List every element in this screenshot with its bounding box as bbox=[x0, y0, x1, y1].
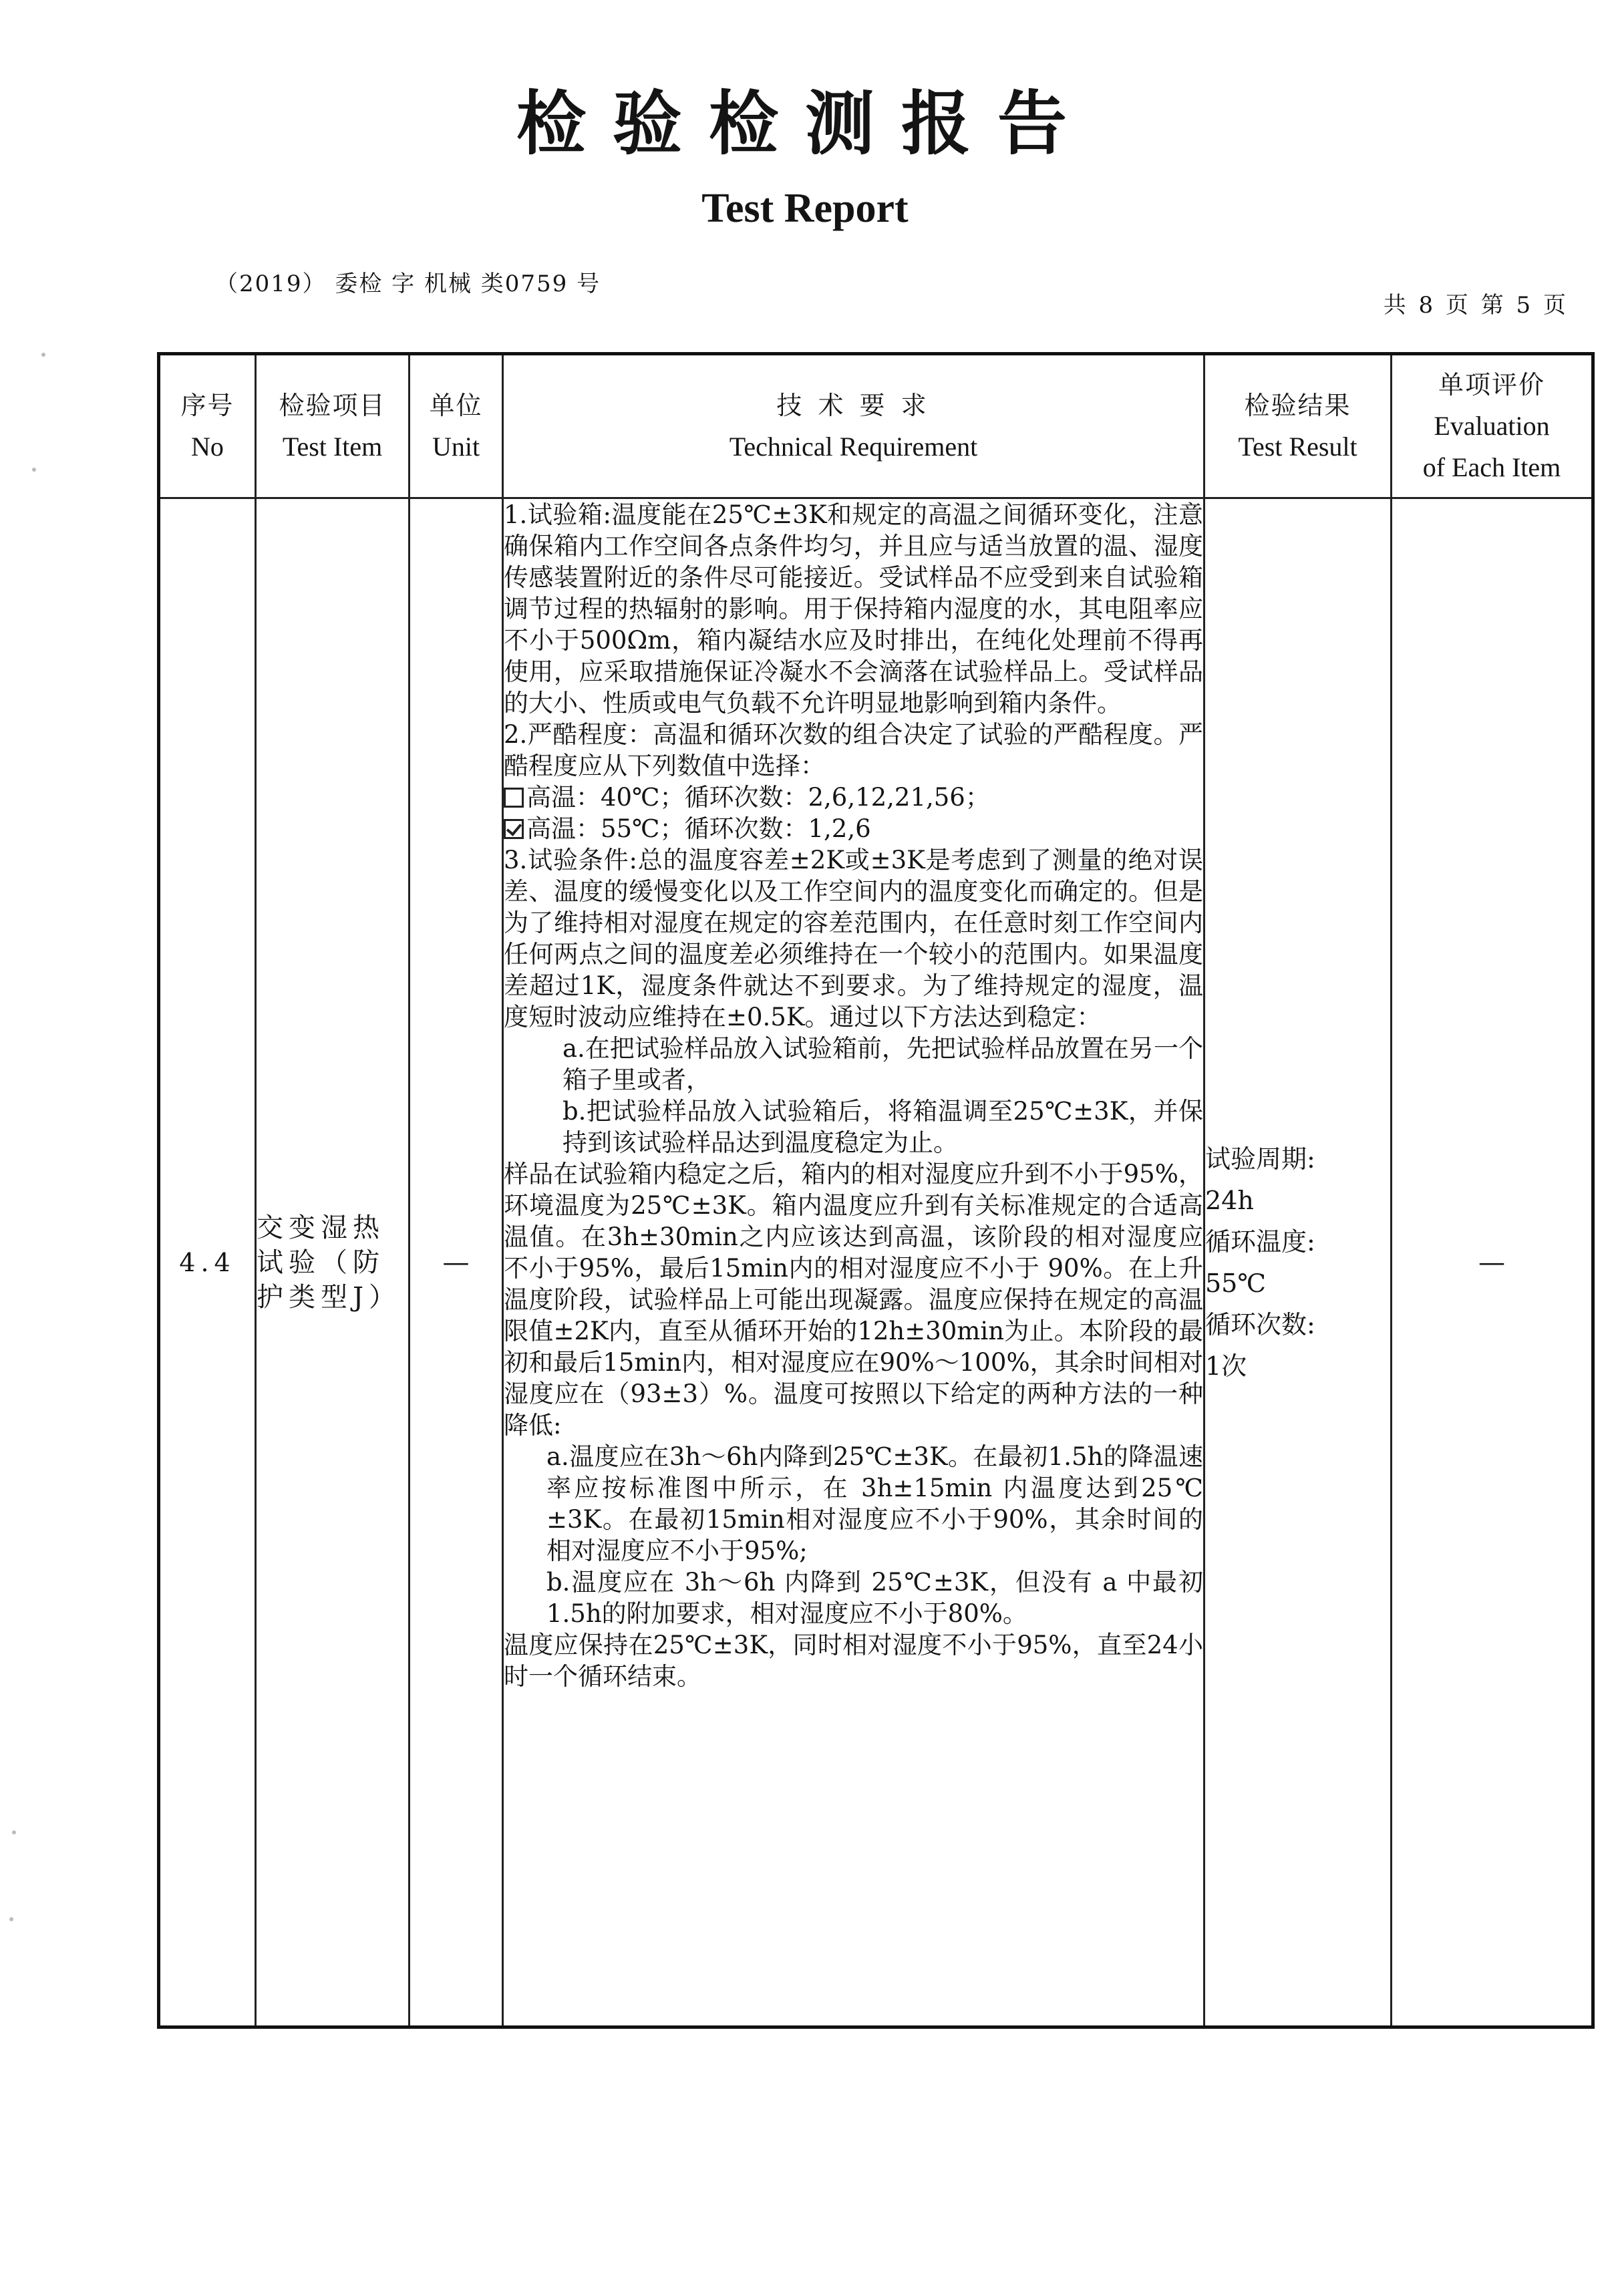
result-line: 循环次数: bbox=[1205, 1309, 1315, 1339]
report-title-cn: 检验检测报告 bbox=[516, 82, 1094, 164]
requirement-paragraph: 2.严酷程度：高温和循环次数的组合决定了试验的严酷程度。严酷程度应从下列数值中选择： bbox=[504, 720, 1203, 780]
requirement-paragraph: 1.试验箱:温度能在25℃±3K和规定的高温之间循环变化，注意确保箱内工作空间各点条件均匀，并且应与适当放置的温、湿度传感装置附近的条件尽可能接近。受试样品不应受到来自试验箱调节过程的热辐射的影响。用于保持箱内湿度的水，其电阻率应不小于500Ωm，箱内凝结水应及时排出，在纯化处理前不得再使用，应采取措施保证冷凝水不会滴落在试验样品上。受试样品的大小、性质或电气负载不允许明显地影响到箱内条件。 bbox=[504, 500, 1203, 717]
requirement-paragraph: 3.试验条件:总的温度容差±2K或±3K是考虑到了测量的绝对误差、温度的缓慢变化以及工作空间内的温度变化而确定的。但是为了维持相对湿度在规定的容差范围内，在任意时刻工作空间内任何两点之间的温度差必须维持在一个较小的范围内。如果温度差超过1K，湿度条件就达不到要求。为了维持规定的湿度，温度短时波动应维持在±0.5K。通过以下方法达到稳定： bbox=[504, 846, 1203, 1031]
requirement-subitem: b.把试验样品放入试验箱后，将箱温调至25℃±3K，并保持到该试验样品达到温度稳定为止。 bbox=[562, 1097, 1203, 1157]
scan-speck bbox=[32, 468, 36, 472]
col-header-evaluation: 单项评价 Evaluation of Each Item bbox=[1392, 354, 1593, 498]
severity-option: 高温：40℃；循环次数：2,6,12,21,56； bbox=[504, 782, 1203, 813]
page-indicator: 共 8 页 第 5 页 bbox=[1383, 292, 1569, 319]
table-header-row bbox=[159, 354, 1593, 498]
result-line: 试验周期: bbox=[1205, 1144, 1315, 1174]
requirement-paragraph: 温度应保持在25℃±3K，同时相对湿度不小于95%，直至24小时一个循环结束。 bbox=[504, 1631, 1203, 1691]
evaluation-cell: — bbox=[1392, 498, 1593, 2027]
scan-speck bbox=[9, 1917, 13, 1921]
col-header-test-item: 检验项目 Test Item bbox=[256, 354, 410, 498]
requirement-paragraph: 样品在试验箱内稳定之后，箱内的相对湿度应升到不小于95%，环境温度为25℃±3K。箱内温度应升到有关标准规定的合适高温值。在3h±30min之内应该达到高温，该阶段的相对湿度应不小于95%，最后15min内的相对湿度应不小于 90%。在上升温度阶段，试验样品上可能出现凝露。温度应保持在规定的高温限值±2K内，直至从循环开始的12h±30min为止。本阶段的最初和最后15min内，相对湿度应在90%～100%，其余时间相对湿度应在（93±3）%。温度可按照以下给定的两种方法的一种降低: bbox=[504, 1160, 1203, 1440]
col-header-test-result: 检验结果 Test Result bbox=[1204, 354, 1392, 498]
checked-box-icon bbox=[504, 819, 524, 839]
result-line: 1次 bbox=[1205, 1351, 1247, 1381]
result-line: 循环温度: bbox=[1205, 1226, 1315, 1257]
col-header-technical-requirement: 技 术 要 求 Technical Requirement bbox=[503, 354, 1204, 498]
result-line: 24h bbox=[1205, 1185, 1254, 1215]
report-number: （2019） 委检 字 机械 类0759 号 bbox=[215, 271, 601, 297]
scan-speck bbox=[12, 1830, 16, 1834]
test-result-cell bbox=[1204, 498, 1392, 2027]
unchecked-box-icon bbox=[504, 788, 524, 808]
unit-cell: — bbox=[410, 498, 503, 2027]
col-header-unit: 单位 Unit bbox=[410, 354, 503, 498]
col-header-no: 序号 No bbox=[159, 354, 256, 498]
requirement-subitem: b.温度应在 3h～6h 内降到 25℃±3K，但没有 a 中最初1.5h的附加要求，相对湿度应不小于80%。 bbox=[546, 1568, 1203, 1628]
report-title-en: Test Report bbox=[701, 186, 909, 231]
scan-speck bbox=[41, 353, 45, 357]
test-item-name: 交变湿热试验（防护类型J） bbox=[257, 1212, 401, 1313]
table-row bbox=[159, 498, 1593, 2027]
requirement-subitem: a.温度应在3h～6h内降到25℃±3K。在最初1.5h的降温速率应按标准图中所示，在 3h±15min 内温度达到25℃±3K。在最初15min相对湿度应不小于90%，其余时间的相对湿度应不小于95%; bbox=[546, 1442, 1203, 1565]
row-number: 4.4 bbox=[159, 498, 256, 2027]
severity-option: 高温：55℃；循环次数：1,2,6 bbox=[504, 813, 1203, 844]
requirement-subitem: a.在把试验样品放入试验箱前，先把试验样品放置在另一个箱子里或者， bbox=[562, 1034, 1203, 1094]
technical-requirement-cell bbox=[503, 498, 1204, 2027]
result-line: 55℃ bbox=[1205, 1268, 1266, 1298]
test-report-table bbox=[157, 352, 1595, 2029]
test-item-cell bbox=[256, 498, 410, 2027]
